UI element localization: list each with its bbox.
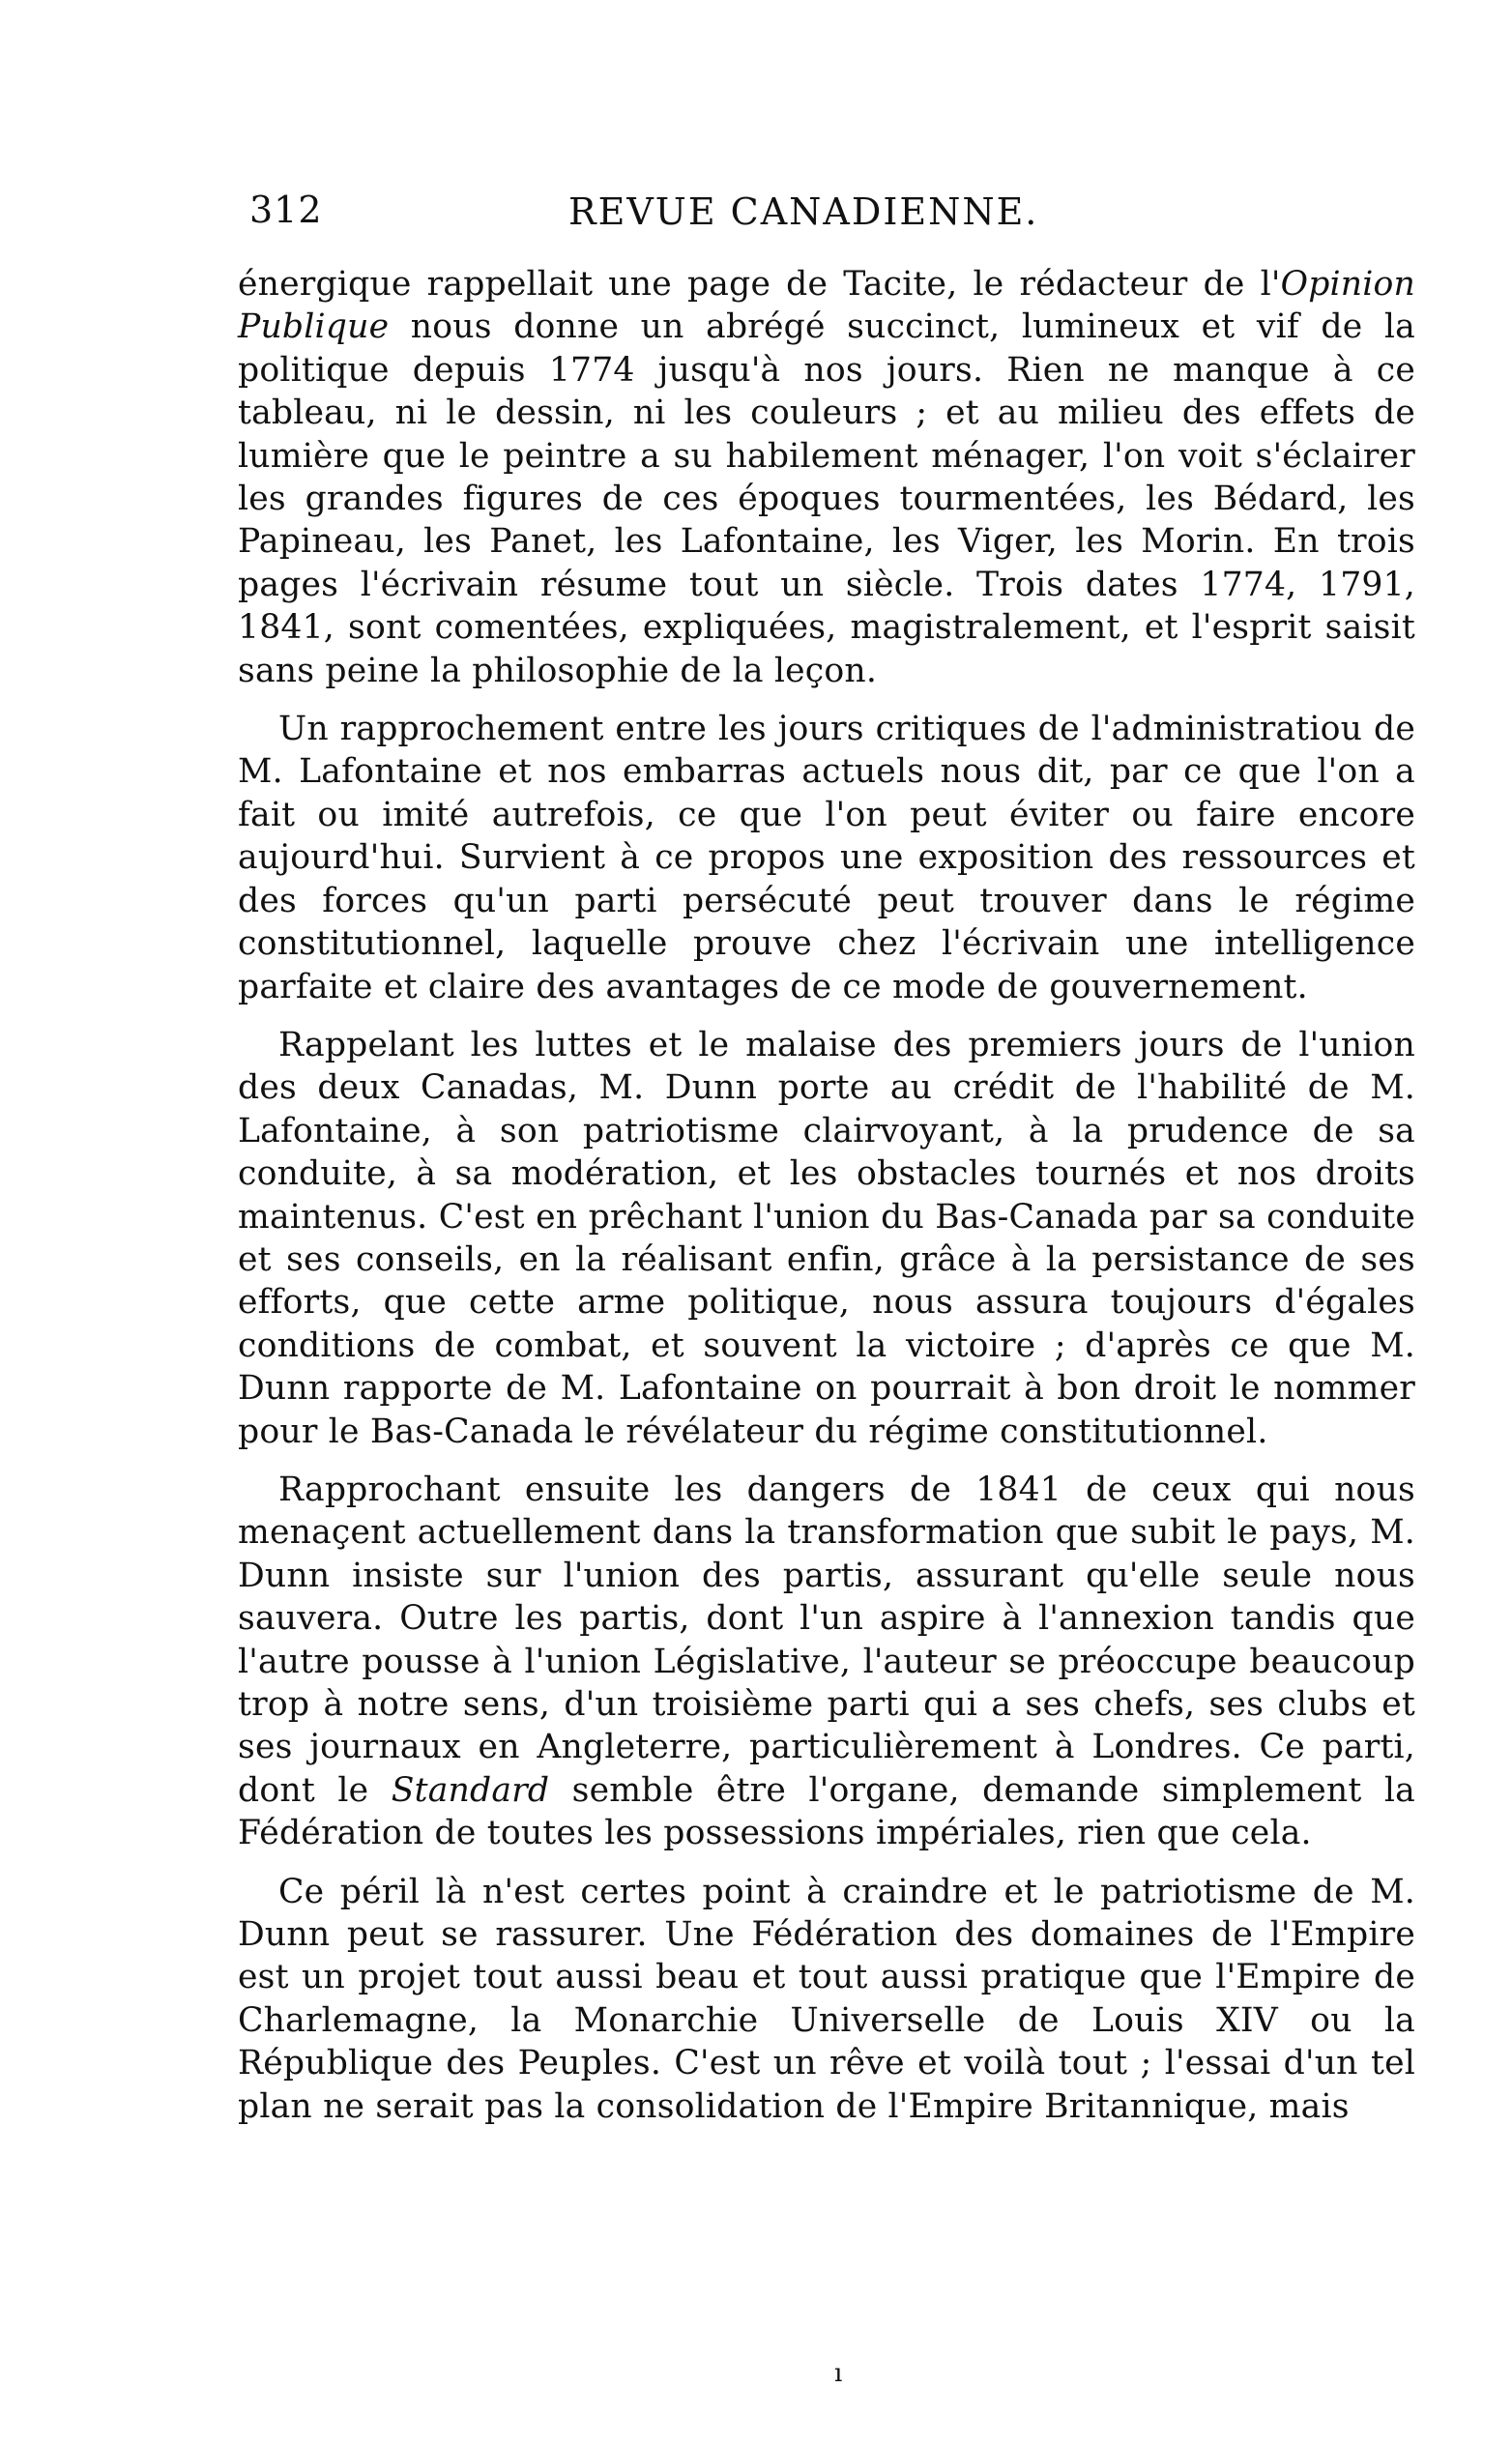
footer-mark: ı — [834, 2359, 843, 2388]
page-number: 312 — [249, 189, 323, 231]
running-title: REVUE CANADIENNE. — [568, 190, 1039, 233]
paragraph-4-text-b: semble être l'organe, demande simplement la Fédération de toutes les possessions impériales, rien que cela. — [238, 1770, 1415, 1853]
paragraph-2 — [238, 708, 1415, 1008]
body-text — [238, 263, 1415, 2128]
paragraph-4-text-a: Rapprochant ensuite les dangers de 1841 de ceux qui nous menaçent actuellement dans la transformation que subit le pays, M. Dunn insiste sur l'union des partis, assurant qu'elle seule nous sauvera. Outre les partis, dont l'un aspire à l'annexion tandis que l'autre pousse à l'union Législative, l'auteur se préoccupe beaucoup trop à notre sens, d'un troisième parti qui a ses chefs, ses clubs et ses journaux en Angleterre, particulièrement à Londres. Ce parti, dont le — [238, 1470, 1415, 1810]
page-header — [249, 189, 1410, 247]
paragraph-3-text: Rappelant les luttes et le malaise des premiers jours de l'union des deux Canadas, M. Dunn porte au crédit de l'habilité de M. Lafontaine, à son patriotisme clairvoyant, à la prudence de sa conduite, à sa modération, et les obstacles tournés et nos droits maintenus. C'est en prêchant l'union du Bas-Canada par sa conduite et ses conseils, en la réalisant enfin, grâce à la persistance de ses efforts, que cette arme politique, nous assura toujours d'égales conditions de combat, et souvent la victoire ; d'après ce que M. Dunn rapporte de M. Lafontaine on pourrait à bon droit le nommer pour le Bas-Canada le révélateur du régime constitutionnel. — [238, 1025, 1415, 1451]
paragraph-5 — [238, 1871, 1415, 2128]
paragraph-1-italic-title: Opinion Publique — [238, 265, 1415, 347]
paragraph-1-text-b: nous donne un abrégé succinct, lumineux et vif de la politique depuis 1774 jusqu'à nos jours. Rien ne manque à ce tableau, ni le dessin, ni les couleurs ; et au milieu des effets de lumière que le peintre a su habilement ménager, l'on voit s'éclairer les grandes figures de ces époques tourmentées, les Bédard, les Papineau, les Panet, les Lafontaine, les Viger, les Morin. En trois pages l'écrivain résume tout un siècle. Trois dates 1774, 1791, 1841, sont comentées, expliquées, magistralement, et l'esprit saisit sans peine la philosophie de la leçon. — [238, 307, 1415, 690]
paragraph-5-text: Ce péril là n'est certes point à craindre et le patriotisme de M. Dunn peut se rassurer. Une Fédération des domaines de l'Empire est un projet tout aussi beau et tout aussi pratique que l'Empire de Charlemagne, la Monarchie Universelle de Louis XIV ou la République des Peuples. C'est un rêve et voilà tout ; l'essai d'un tel plan ne serait pas la consolidation de l'Empire Britannique, mais — [238, 1872, 1415, 2126]
paragraph-4 — [238, 1469, 1415, 1855]
paragraph-1-text-a: énergique rappellait une page de Tacite, le rédacteur de l' — [238, 265, 1281, 304]
paragraph-1 — [238, 263, 1415, 692]
paragraph-4-italic-title: Standard — [391, 1770, 550, 1810]
paragraph-2-text: Un rapprochement entre les jours critiques de l'administratiou de M. Lafontaine et nos embarras actuels nous dit, par ce que l'on a fait ou imité autrefois, ce que l'on peut éviter ou faire encore aujourd'hui. Survient à ce propos une exposition des ressources et des forces qu'un parti persécuté peut trouver dans le régime constitutionnel, laquelle prouve chez l'écrivain une intelligence parfaite et claire des avantages de ce mode de gouvernement. — [238, 710, 1415, 1006]
paragraph-3 — [238, 1024, 1415, 1453]
